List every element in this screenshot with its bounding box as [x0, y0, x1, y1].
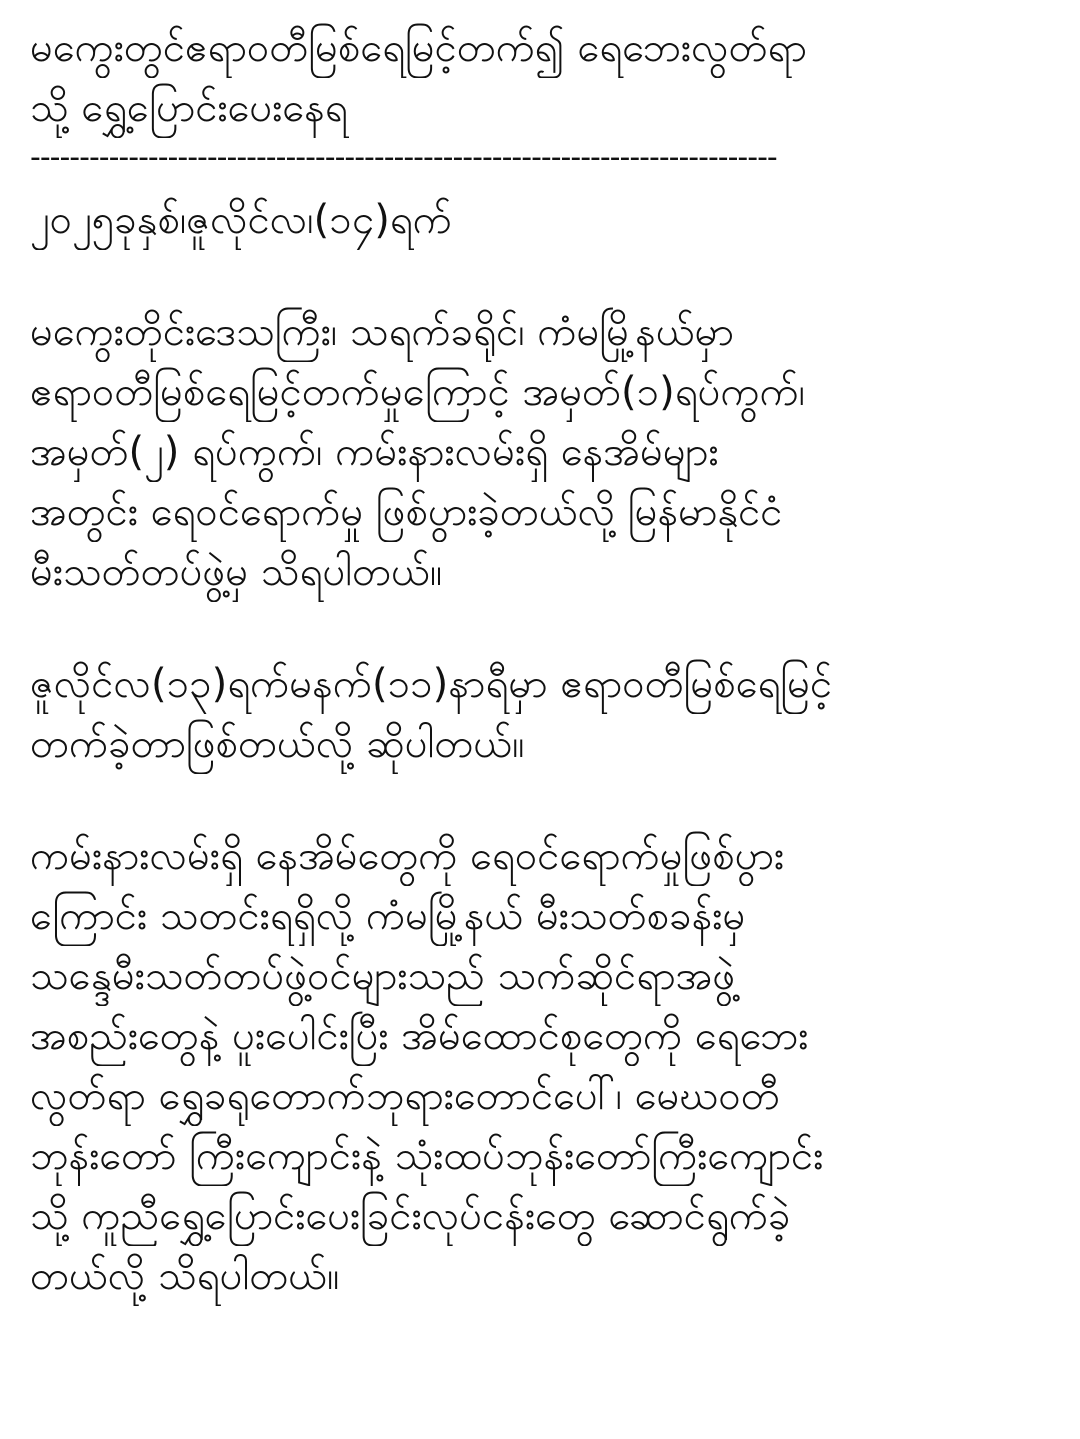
paragraph-line: တယ်လို့ သိရပါတယ်။: [30, 1253, 340, 1299]
headline: [30, 18, 1050, 138]
paragraph-1: [30, 302, 1050, 602]
paragraph-line: ကမ်းနားလမ်းရှိ နေအိမ်တွေကို ရေဝင်ရောက်မှုဖြစ်ပွား: [30, 833, 785, 879]
paragraph-2: [30, 654, 1050, 774]
paragraph-line: အတွင်း ရေဝင်ရောက်မှု ဖြစ်ပွားခဲ့တယ်လို့ မြန်မာနိုင်ငံ: [30, 489, 783, 535]
paragraph-line: အစည်းတွေနဲ့ ပူးပေါင်းပြီး အိမ်ထောင်စုတွေကို ရေဘေး: [30, 1013, 809, 1059]
article-body: [30, 302, 1050, 1306]
paragraph-line: အမှတ်(၂) ရပ်ကွက်၊ ကမ်းနားလမ်းရှိ နေအိမ်များ: [30, 429, 719, 475]
divider: ----------------------------------------------------------------------------: [30, 140, 777, 175]
post-date: ၂၀၂၅ခုနှစ်၊ဇူလိုင်လ၊(၁၄)ရက်: [30, 197, 452, 243]
paragraph-line: ဧရာဝတီမြစ်ရေမြင့်တက်မှုကြောင့် အမှတ်(၁)ရပ်ကွက်၊: [30, 369, 806, 415]
paragraph-line: မကွေးတိုင်းဒေသကြီး၊ သရက်ခရိုင်၊ ကံမမြို့နယ်မှာ: [30, 309, 734, 355]
paragraph-line: သို့ ကူညီရွှေ့ပြောင်းပေးခြင်းလုပ်ငန်းတွေ ဆောင်ရွက်ခဲ့: [30, 1193, 791, 1239]
paragraph-line: ဇူလိုင်လ(၁၃)ရက်မနက်(၁၁)နာရီမှာ ဧရာဝတီမြစ်ရေမြင့်: [30, 661, 833, 707]
headline-line: သို့ ရွှေ့ပြောင်းပေးနေရ: [30, 85, 348, 131]
paragraph-line: လွတ်ရာ ရွှေခရုတောက်ဘုရားတောင်ပေါ်၊ မေဃဝတီ: [30, 1073, 780, 1119]
paragraph-line: ကြောင်း သတင်းရရှိလို့ ကံမမြို့နယ် မီးသတ်စခန်းမှ: [30, 893, 746, 939]
headline-line: မကွေးတွင်ဧရာဝတီမြစ်ရေမြင့်တက်၍ ရေဘေးလွတ်ရာ: [30, 25, 807, 71]
paragraph-line: ဘုန်းတော် ကြီးကျောင်းနဲ့ သုံးထပ်ဘုန်းတော်ကြီးကျောင်း: [30, 1133, 824, 1179]
paragraph-line: သန္ဒေမီးသတ်တပ်ဖွဲ့ဝင်များသည် သက်ဆိုင်ရာအဖွဲ့: [30, 953, 736, 999]
paragraph-line: တက်ခဲ့တာဖြစ်တယ်လို့ ဆိုပါတယ်။: [30, 721, 525, 767]
paragraph-line: မီးသတ်တပ်ဖွဲ့မှ သိရပါတယ်။: [30, 549, 443, 595]
paragraph-3: [30, 826, 1050, 1306]
